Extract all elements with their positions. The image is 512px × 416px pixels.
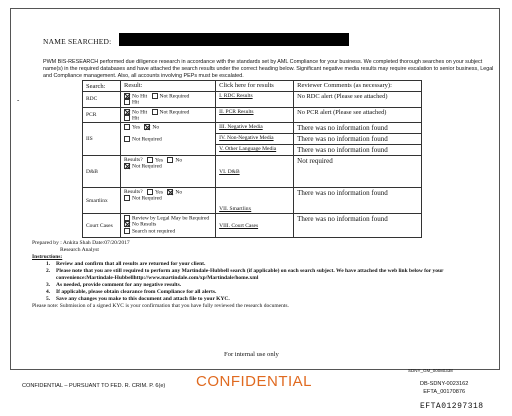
checkbox-pcr-hit[interactable] bbox=[124, 115, 130, 121]
checkbox-smartlinx-yes[interactable] bbox=[147, 189, 153, 195]
source-rdc: RDC bbox=[83, 92, 121, 108]
source-court-cases: Court Cases bbox=[83, 214, 121, 238]
checkbox-smartlinx-no[interactable] bbox=[167, 189, 173, 195]
bates-db-sdny: DB-SDNY-0023162 bbox=[420, 381, 469, 387]
result-pcr: No Hit Not Required Hit bbox=[121, 107, 216, 123]
internal-use-label: For internal use only bbox=[224, 351, 279, 358]
comment-other-language-media: There was no information found bbox=[294, 145, 422, 156]
header-search: Search: bbox=[83, 81, 121, 92]
footer-bates bbox=[420, 380, 468, 396]
link-pcr[interactable]: II. PCR Results bbox=[216, 107, 294, 123]
checkbox-rdc-no-hit[interactable] bbox=[124, 93, 130, 99]
comment-pcr: No PCR alert (Please see attached) bbox=[294, 107, 422, 123]
instructions-note: Please note: Submission of a signed KYC is your confirmation that you have fully reviewed the research documents. bbox=[32, 303, 289, 309]
checkbox-pcr-no-hit[interactable] bbox=[124, 109, 130, 115]
result-smartlinx: Results? Yes No Not Required bbox=[121, 188, 216, 214]
prepared-by-role: Research Analyst bbox=[60, 247, 99, 253]
instructions-section bbox=[32, 254, 484, 310]
link-dnb[interactable]: VI. D&B bbox=[216, 156, 294, 188]
result-rdc: No Hit Not Required Hit bbox=[121, 92, 216, 108]
table-header-row bbox=[83, 81, 422, 92]
source-pcr: PCR bbox=[83, 107, 121, 123]
intro-paragraph: PWM BIS-RESEARCH performed due diligence research in accordance with the standards set by AML Compliance for your business. We completed thorough searches on your subject name(s) in the required databases and have attached the search results under the correct heading below. Significant negative media results may require escalation to senior business, Legal and Compliance management. Also, all accounts involving PEPs must be escalated. bbox=[43, 59, 494, 79]
result-iis: Yes No Not Required bbox=[121, 123, 216, 156]
header-results-link: Click here for results bbox=[216, 81, 294, 92]
table-row-smartlinx bbox=[83, 188, 422, 214]
checkbox-dnb-no[interactable] bbox=[167, 157, 173, 163]
checkbox-pcr-not-required[interactable] bbox=[152, 109, 158, 115]
prepared-by-line: Prepared by : Ankita Shah Date:07/20/2017 bbox=[32, 240, 130, 246]
source-iis: IIS bbox=[83, 123, 121, 156]
comment-court-cases: There was no information found bbox=[294, 214, 422, 238]
header-comments: Reviewer Comments (as necessary): bbox=[294, 81, 422, 92]
instructions-title: Instructions: bbox=[32, 254, 63, 260]
source-dnb: D&B bbox=[83, 156, 121, 188]
bates-number-small: SDNY_GM_00080338 bbox=[408, 368, 453, 373]
link-smartlinx[interactable]: VII. Smartlinx bbox=[216, 188, 294, 214]
comment-negative-media: There was no information found bbox=[294, 123, 422, 134]
link-rdc[interactable]: I. RDC Results bbox=[216, 92, 294, 108]
confidential-stamp: CONFIDENTIAL bbox=[196, 373, 313, 390]
checkbox-iis-yes[interactable] bbox=[124, 124, 130, 130]
checkbox-dnb-not-required[interactable] bbox=[124, 163, 130, 169]
checkbox-dnb-yes[interactable] bbox=[147, 157, 153, 163]
checkbox-court-legal-review[interactable] bbox=[124, 215, 130, 221]
name-searched-label: NAME SEARCHED: bbox=[43, 37, 112, 46]
result-dnb: Results? Yes No Not Required bbox=[121, 156, 216, 188]
link-non-negative-media[interactable]: IV. Non-Negative Media bbox=[216, 134, 294, 145]
comment-smartlinx: There was no information found bbox=[294, 188, 422, 214]
comment-non-negative-media: There was no information found bbox=[294, 134, 422, 145]
link-other-language-media[interactable]: V. Other Language Media bbox=[216, 145, 294, 156]
checkbox-iis-not-required[interactable] bbox=[124, 136, 130, 142]
table-row-rdc bbox=[83, 92, 422, 108]
source-smartlinx: Smartlinx bbox=[83, 188, 121, 214]
checkbox-court-no-results[interactable] bbox=[124, 221, 130, 227]
efta-number: EFTA01297318 bbox=[420, 402, 484, 411]
result-court-cases: Review by Legal May be Required No Results Search not required bbox=[121, 214, 216, 238]
instruction-item: 2. Please note that you are still required to perform any Martindale-Hubbell search (if applicable) on each search subject. We have attached the web link below for your convenience:Martindale-Hubbellhttp://www.martindale.com/xp/Martindale/home.xml bbox=[46, 268, 444, 281]
bates-efta-small: EFTA_00170876 bbox=[423, 389, 466, 395]
prepared-by bbox=[32, 240, 130, 254]
checkbox-rdc-not-required[interactable] bbox=[152, 93, 158, 99]
table-row-dnb bbox=[83, 156, 422, 188]
table-row-pcr bbox=[83, 107, 422, 123]
instruction-item: 5. Save any changes you make to this document and attach file to your KYC. bbox=[46, 296, 230, 302]
comment-rdc: No RDC alert (Please see attached) bbox=[294, 92, 422, 108]
table-row-iis-1 bbox=[83, 123, 422, 134]
comment-dnb: Not required bbox=[294, 156, 422, 188]
link-negative-media[interactable]: III. Negative Media bbox=[216, 123, 294, 134]
instruction-item: 4. If applicable, please obtain clearance from Compliance for all alerts. bbox=[46, 289, 217, 295]
table-row-court-cases bbox=[83, 214, 422, 238]
footer-confidential-notice: CONFIDENTIAL – PURSUANT TO FED. R. CRIM. P. 6(e) bbox=[22, 383, 166, 389]
redaction-bar bbox=[119, 33, 349, 46]
checkbox-smartlinx-not-required[interactable] bbox=[124, 195, 130, 201]
checkbox-iis-no[interactable] bbox=[144, 124, 150, 130]
header-result: Result: bbox=[121, 81, 216, 92]
instruction-item: 1. Review and confirm that all results are returned for your client. bbox=[46, 261, 206, 267]
margin-dash: - bbox=[17, 96, 20, 104]
search-results-table bbox=[82, 80, 422, 238]
link-court-cases[interactable]: VIII. Court Cases bbox=[216, 214, 294, 238]
instructions-list bbox=[32, 261, 484, 303]
checkbox-rdc-hit[interactable] bbox=[124, 99, 130, 105]
instruction-item: 3. As needed, provide comment for any negative results. bbox=[46, 282, 182, 288]
checkbox-court-not-required[interactable] bbox=[124, 228, 130, 234]
